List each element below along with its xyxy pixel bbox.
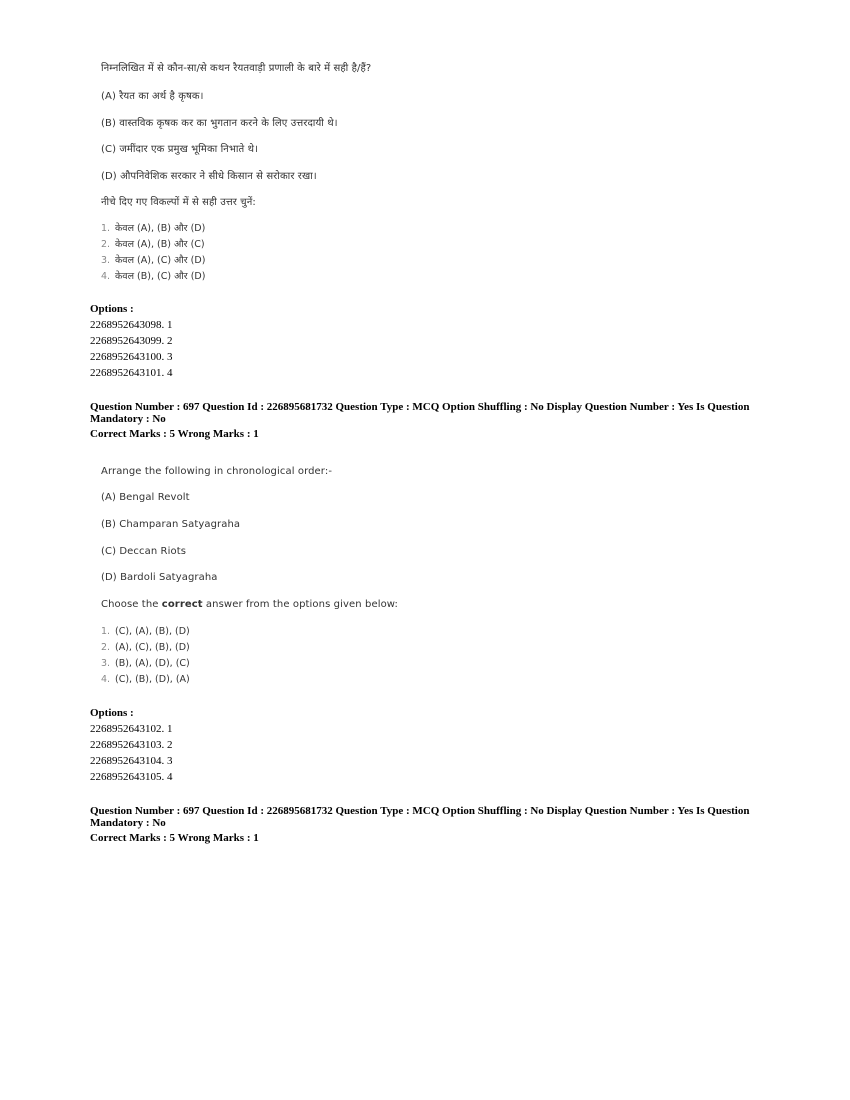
question-1-choice-2	[101, 237, 205, 250]
choice-text: केवल (A), (B) और (C)	[115, 239, 205, 250]
choice-number: 1.	[101, 223, 111, 234]
question-3-meta-line-2: Mandatory : No	[90, 817, 166, 829]
choice-number: 3.	[101, 658, 111, 669]
choice-text: केवल (A), (B) और (D)	[115, 223, 206, 234]
question-2-stem: Arrange the following in chronological order:-	[101, 466, 333, 477]
choice-text: (C), (B), (D), (A)	[115, 674, 190, 685]
choice-number: 3.	[101, 255, 111, 266]
question-1-stem: निम्नलिखित में से कौन-सा/से कथन रैयतवाड़ी प्रणाली के बारे में सही है/हैं?	[101, 63, 372, 74]
question-2-options-label: Options :	[90, 707, 134, 719]
question-3-metadata	[90, 805, 750, 844]
question-1-instruction: नीचे दिए गए विकल्पों में से सही उत्तर चुनें:	[101, 197, 256, 208]
question-2-instruction	[101, 599, 398, 610]
question-2-meta-line-2: Mandatory : No	[90, 413, 166, 425]
question-1-option-id-4: 2268952643101. 4	[90, 367, 173, 379]
question-1-options-label: Options :	[90, 303, 134, 315]
choice-number: 1.	[101, 626, 111, 637]
question-3-meta-line-1: Question Number : 697 Question Id : 226895681732 Question Type : MCQ Option Shuffling : No Display Question Number : Yes Is Question	[90, 805, 750, 817]
question-2-choice-1	[101, 626, 190, 637]
question-2-statement-b: (B) Champaran Satyagraha	[101, 519, 241, 530]
question-1-option-id-1: 2268952643098. 1	[90, 319, 173, 331]
question-2-metadata	[90, 401, 750, 440]
question-2-choice-3	[101, 658, 190, 669]
question-1-statement-a: (A) रैयत का अर्थ है कृषक।	[101, 91, 204, 102]
question-3-marks: Correct Marks : 5 Wrong Marks : 1	[90, 832, 259, 844]
question-2-statement-a: (A) Bengal Revolt	[101, 492, 190, 503]
question-2-choice-4	[101, 674, 190, 685]
question-1-option-id-2: 2268952643099. 2	[90, 335, 173, 347]
question-2-option-id-4: 2268952643105. 4	[90, 771, 173, 783]
choice-text: केवल (A), (C) और (D)	[115, 255, 206, 266]
question-1-option-id-3: 2268952643100. 3	[90, 351, 173, 363]
question-2-option-id-1: 2268952643102. 1	[90, 723, 173, 735]
choice-number: 4.	[101, 674, 111, 685]
question-1-choice-1	[101, 221, 205, 234]
question-1-statement-c: (C) जमींदार एक प्रमुख भूमिका निभाते थे।	[101, 144, 259, 155]
question-2-option-id-2: 2268952643103. 2	[90, 739, 173, 751]
choice-number: 2.	[101, 239, 111, 250]
question-2-marks: Correct Marks : 5 Wrong Marks : 1	[90, 428, 259, 440]
question-2-statement-c: (C) Deccan Riots	[101, 546, 187, 557]
choice-text: केवल (B), (C) और (D)	[115, 271, 206, 282]
choice-text: (C), (A), (B), (D)	[115, 626, 190, 637]
instruction-bold: correct	[161, 599, 203, 610]
instruction-post: answer from the options given below:	[202, 599, 398, 610]
choice-text: (B), (A), (D), (C)	[115, 658, 190, 669]
question-2-choice-2	[101, 642, 190, 653]
question-2-statement-d: (D) Bardoli Satyagraha	[101, 572, 218, 583]
question-1-choice-4	[101, 269, 205, 282]
question-1-statement-d: (D) औपनिवेशिक सरकार ने सीधे किसान से सरोकार रखा।	[101, 171, 317, 182]
instruction-pre: Choose the	[101, 599, 162, 610]
choice-text: (A), (C), (B), (D)	[115, 642, 190, 653]
choice-number: 4.	[101, 271, 111, 282]
choice-number: 2.	[101, 642, 111, 653]
question-2-option-id-3: 2268952643104. 3	[90, 755, 173, 767]
question-1-choice-3	[101, 253, 205, 266]
question-1-statement-b: (B) वास्तविक कृषक कर का भुगतान करने के लिए उत्तरदायी थे।	[101, 118, 338, 129]
question-2-meta-line-1: Question Number : 697 Question Id : 226895681732 Question Type : MCQ Option Shuffling : No Display Question Number : Yes Is Question	[90, 401, 750, 413]
